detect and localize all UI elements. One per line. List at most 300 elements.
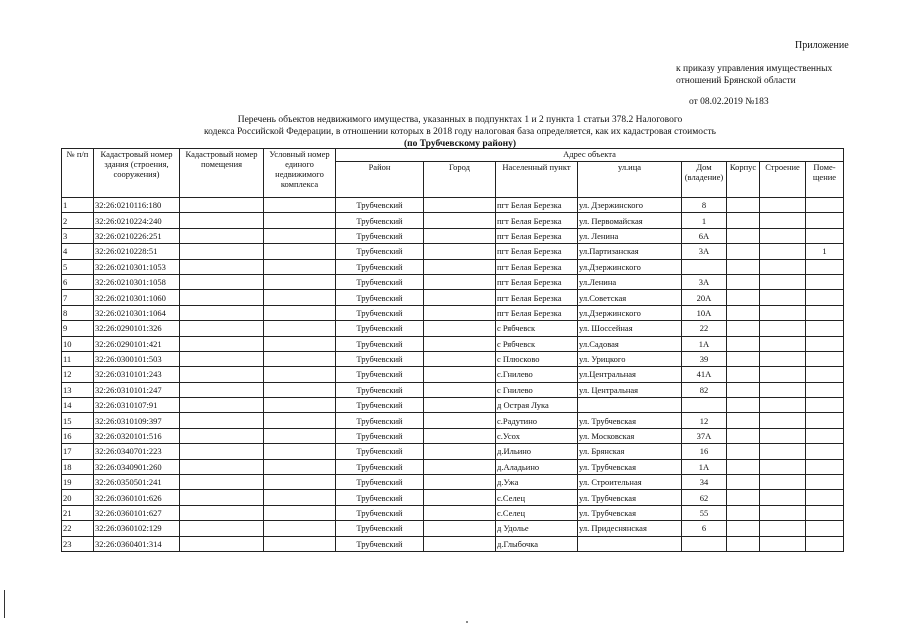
street-cell: ул. Придеснянская (578, 521, 682, 536)
korpus-cell (727, 490, 760, 505)
locality-cell: пгт Белая Березка (496, 259, 578, 274)
korpus-cell (727, 398, 760, 413)
structure-cell (760, 213, 806, 228)
locality-cell: с Рябчевск (496, 321, 578, 336)
table-row (62, 490, 844, 505)
row-number: 4 (62, 244, 94, 259)
city-cell (424, 321, 496, 336)
city-cell (424, 536, 496, 551)
room-cadastral-cell (180, 259, 264, 274)
district-cell: Трубчевский (336, 290, 424, 305)
structure-cell (760, 398, 806, 413)
row-number: 13 (62, 382, 94, 397)
room-cadastral-cell (180, 444, 264, 459)
complex-number-cell (264, 213, 336, 228)
premise-cell (806, 459, 844, 474)
complex-number-cell (264, 490, 336, 505)
district-cell: Трубчевский (336, 505, 424, 520)
header-complex-number: Условный номер единого недвижимого комплекса (264, 149, 336, 198)
house-cell: 39 (682, 351, 727, 366)
premise-cell (806, 398, 844, 413)
city-cell (424, 428, 496, 443)
complex-number-cell (264, 228, 336, 243)
house-cell: 1 (682, 213, 727, 228)
city-cell (424, 228, 496, 243)
table-row (62, 336, 844, 351)
premise-cell (806, 305, 844, 320)
city-cell (424, 382, 496, 397)
district-cell: Трубчевский (336, 244, 424, 259)
complex-number-cell (264, 305, 336, 320)
room-cadastral-cell (180, 505, 264, 520)
house-cell: 20А (682, 290, 727, 305)
structure-cell (760, 382, 806, 397)
building-cadastral-cell: 32:26:0300101:503 (94, 351, 180, 366)
building-cadastral-cell: 32:26:0210301:1060 (94, 290, 180, 305)
korpus-cell (727, 336, 760, 351)
room-cadastral-cell (180, 521, 264, 536)
house-cell: 12 (682, 413, 727, 428)
city-cell (424, 213, 496, 228)
street-cell: ул.Дзержинского (578, 259, 682, 274)
street-cell (578, 536, 682, 551)
header-district: Район (336, 162, 424, 198)
city-cell (424, 336, 496, 351)
street-cell: ул.Советская (578, 290, 682, 305)
building-cadastral-cell: 32:26:0360101:627 (94, 505, 180, 520)
house-cell (682, 536, 727, 551)
room-cadastral-cell (180, 274, 264, 289)
city-cell (424, 274, 496, 289)
structure-cell (760, 521, 806, 536)
house-cell (682, 398, 727, 413)
premise-cell (806, 351, 844, 366)
locality-cell: с Гнилево (496, 382, 578, 397)
row-number: 10 (62, 336, 94, 351)
district-cell: Трубчевский (336, 259, 424, 274)
street-cell: ул. Брянская (578, 444, 682, 459)
header-premise: Поме-щение (806, 162, 844, 198)
district-cell: Трубчевский (336, 228, 424, 243)
premise-cell: 1 (806, 244, 844, 259)
property-table (61, 148, 844, 552)
structure-cell (760, 259, 806, 274)
room-cadastral-cell (180, 198, 264, 213)
complex-number-cell (264, 413, 336, 428)
premise-cell (806, 198, 844, 213)
table-row (62, 274, 844, 289)
street-cell: ул. Трубчевская (578, 490, 682, 505)
complex-number-cell (264, 336, 336, 351)
street-cell: ул.Центральная (578, 367, 682, 382)
korpus-cell (727, 351, 760, 366)
building-cadastral-cell: 32:26:0210226:251 (94, 228, 180, 243)
order-date: от 08.02.2019 №183 (689, 97, 769, 107)
structure-cell (760, 321, 806, 336)
street-cell: ул. Московская (578, 428, 682, 443)
header-structure: Строение (760, 162, 806, 198)
table-row (62, 536, 844, 551)
table-row (62, 398, 844, 413)
building-cadastral-cell: 32:26:0290101:421 (94, 336, 180, 351)
row-number: 3 (62, 228, 94, 243)
street-cell (578, 398, 682, 413)
complex-number-cell (264, 290, 336, 305)
row-number: 23 (62, 536, 94, 551)
table-row (62, 444, 844, 459)
locality-cell: с.Селец (496, 505, 578, 520)
city-cell (424, 459, 496, 474)
room-cadastral-cell (180, 244, 264, 259)
building-cadastral-cell: 32:26:0310109:397 (94, 413, 180, 428)
header-address: Адрес объекта (336, 149, 844, 162)
locality-cell: пгт Белая Березка (496, 228, 578, 243)
table-row (62, 475, 844, 490)
korpus-cell (727, 367, 760, 382)
district-cell: Трубчевский (336, 428, 424, 443)
city-cell (424, 475, 496, 490)
row-number: 7 (62, 290, 94, 305)
complex-number-cell (264, 198, 336, 213)
district-cell: Трубчевский (336, 321, 424, 336)
city-cell (424, 444, 496, 459)
city-cell (424, 290, 496, 305)
locality-cell: с Плюсково (496, 351, 578, 366)
street-cell: ул. Шоссейная (578, 321, 682, 336)
complex-number-cell (264, 274, 336, 289)
locality-cell: д.Аладьино (496, 459, 578, 474)
row-number: 16 (62, 428, 94, 443)
korpus-cell (727, 228, 760, 243)
table-row (62, 521, 844, 536)
locality-cell: с.Усох (496, 428, 578, 443)
building-cadastral-cell: 32:26:0340701:223 (94, 444, 180, 459)
locality-cell: пгт Белая Березка (496, 213, 578, 228)
premise-cell (806, 274, 844, 289)
house-cell (682, 259, 727, 274)
building-cadastral-cell: 32:26:0210228:51 (94, 244, 180, 259)
locality-cell: пгт Белая Березка (496, 198, 578, 213)
district-cell: Трубчевский (336, 444, 424, 459)
room-cadastral-cell (180, 336, 264, 351)
premise-cell (806, 321, 844, 336)
row-number: 8 (62, 305, 94, 320)
header-house: Дом (владение) (682, 162, 727, 198)
premise-cell (806, 444, 844, 459)
locality-cell: д.Глыбочка (496, 536, 578, 551)
complex-number-cell (264, 505, 336, 520)
street-cell: ул. Дзержинского (578, 198, 682, 213)
room-cadastral-cell (180, 321, 264, 336)
room-cadastral-cell (180, 382, 264, 397)
korpus-cell (727, 321, 760, 336)
street-cell: ул. Центральная (578, 382, 682, 397)
street-cell: ул.Партизанская (578, 244, 682, 259)
district-cell: Трубчевский (336, 413, 424, 428)
room-cadastral-cell (180, 475, 264, 490)
table-row (62, 244, 844, 259)
table-row (62, 413, 844, 428)
street-cell: ул.Дзержинского (578, 305, 682, 320)
premise-cell (806, 382, 844, 397)
title-subtitle: (по Трубчевскому району) (403, 139, 517, 149)
korpus-cell (727, 198, 760, 213)
table-row (62, 213, 844, 228)
street-cell: ул. Строительная (578, 475, 682, 490)
premise-cell (806, 505, 844, 520)
korpus-cell (727, 259, 760, 274)
house-cell: 62 (682, 490, 727, 505)
locality-cell: д Острая Лука (496, 398, 578, 413)
district-cell: Трубчевский (336, 398, 424, 413)
locality-cell: пгт Белая Березка (496, 274, 578, 289)
house-cell: 34 (682, 475, 727, 490)
premise-cell (806, 475, 844, 490)
korpus-cell (727, 536, 760, 551)
row-number: 5 (62, 259, 94, 274)
house-cell: 82 (682, 382, 727, 397)
structure-cell (760, 413, 806, 428)
house-cell: 8 (682, 198, 727, 213)
korpus-cell (727, 213, 760, 228)
city-cell (424, 413, 496, 428)
city-cell (424, 305, 496, 320)
appendix-label: Приложение (795, 40, 849, 51)
row-number: 22 (62, 521, 94, 536)
premise-cell (806, 336, 844, 351)
premise-cell (806, 367, 844, 382)
complex-number-cell (264, 521, 336, 536)
complex-number-cell (264, 382, 336, 397)
building-cadastral-cell: 32:26:0350501:241 (94, 475, 180, 490)
street-cell: ул. Трубчевская (578, 459, 682, 474)
structure-cell (760, 505, 806, 520)
room-cadastral-cell (180, 428, 264, 443)
row-number: 19 (62, 475, 94, 490)
premise-cell (806, 428, 844, 443)
complex-number-cell (264, 259, 336, 274)
building-cadastral-cell: 32:26:0360401:314 (94, 536, 180, 551)
house-cell: 6 (682, 521, 727, 536)
building-cadastral-cell: 32:26:0310101:243 (94, 367, 180, 382)
structure-cell (760, 367, 806, 382)
locality-cell: д.Ильино (496, 444, 578, 459)
structure-cell (760, 274, 806, 289)
complex-number-cell (264, 398, 336, 413)
row-number: 14 (62, 398, 94, 413)
korpus-cell (727, 444, 760, 459)
locality-cell: пгт Белая Березка (496, 290, 578, 305)
locality-cell: с.Гнилево (496, 367, 578, 382)
header-city: Город (424, 162, 496, 198)
city-cell (424, 244, 496, 259)
building-cadastral-cell: 32:26:0360101:626 (94, 490, 180, 505)
header-building-cadastral: Кадастровый номер здания (строения, сооружения) (94, 149, 180, 198)
house-cell: 55 (682, 505, 727, 520)
city-cell (424, 505, 496, 520)
building-cadastral-cell: 32:26:0310101:247 (94, 382, 180, 397)
korpus-cell (727, 428, 760, 443)
premise-cell (806, 490, 844, 505)
district-cell: Трубчевский (336, 213, 424, 228)
street-cell: ул. Первомайская (578, 213, 682, 228)
street-cell: ул. Трубчевская (578, 413, 682, 428)
city-cell (424, 367, 496, 382)
structure-cell (760, 244, 806, 259)
house-cell: 3А (682, 274, 727, 289)
building-cadastral-cell: 32:26:0320101:516 (94, 428, 180, 443)
table-row (62, 459, 844, 474)
complex-number-cell (264, 459, 336, 474)
district-cell: Трубчевский (336, 367, 424, 382)
district-cell: Трубчевский (336, 475, 424, 490)
korpus-cell (727, 459, 760, 474)
room-cadastral-cell (180, 398, 264, 413)
room-cadastral-cell (180, 213, 264, 228)
row-number: 17 (62, 444, 94, 459)
house-cell: 37А (682, 428, 727, 443)
row-number: 9 (62, 321, 94, 336)
locality-cell: пгт Белая Березка (496, 305, 578, 320)
table-row (62, 259, 844, 274)
room-cadastral-cell (180, 490, 264, 505)
room-cadastral-cell (180, 413, 264, 428)
district-cell: Трубчевский (336, 336, 424, 351)
order-line-2: отношений Брянской области (676, 76, 796, 86)
complex-number-cell (264, 321, 336, 336)
premise-cell (806, 290, 844, 305)
structure-cell (760, 336, 806, 351)
scan-dot (466, 621, 468, 623)
row-number: 15 (62, 413, 94, 428)
table-row (62, 367, 844, 382)
room-cadastral-cell (180, 351, 264, 366)
premise-cell (806, 536, 844, 551)
title-line-1: Перечень объектов недвижимого имущества, указанных в подпунктах 1 и 2 пункта 1 статьи 378.2 Налогового (237, 115, 683, 125)
city-cell (424, 490, 496, 505)
house-cell: 22 (682, 321, 727, 336)
structure-cell (760, 444, 806, 459)
table-row (62, 305, 844, 320)
document-title (160, 114, 760, 150)
city-cell (424, 198, 496, 213)
row-number: 11 (62, 351, 94, 366)
korpus-cell (727, 475, 760, 490)
building-cadastral-cell: 32:26:0210116:180 (94, 198, 180, 213)
premise-cell (806, 228, 844, 243)
street-cell: ул. Трубчевская (578, 505, 682, 520)
premise-cell (806, 213, 844, 228)
table-row (62, 382, 844, 397)
premise-cell (806, 521, 844, 536)
district-cell: Трубчевский (336, 305, 424, 320)
room-cadastral-cell (180, 290, 264, 305)
row-number: 21 (62, 505, 94, 520)
complex-number-cell (264, 444, 336, 459)
title-line-2: кодекса Российской Федерации, в отношении которых в 2018 году налоговая база определяется, как их кадастровая стоимость (204, 127, 716, 137)
korpus-cell (727, 290, 760, 305)
structure-cell (760, 475, 806, 490)
building-cadastral-cell: 32:26:0340901:260 (94, 459, 180, 474)
scan-edge-mark (4, 590, 5, 618)
table-row (62, 428, 844, 443)
district-cell: Трубчевский (336, 198, 424, 213)
district-cell: Трубчевский (336, 351, 424, 366)
row-number: 2 (62, 213, 94, 228)
house-cell: 1А (682, 336, 727, 351)
table-row (62, 290, 844, 305)
table-body (62, 198, 844, 552)
building-cadastral-cell: 32:26:0360102:129 (94, 521, 180, 536)
house-cell: 41А (682, 367, 727, 382)
locality-cell: с.Радутино (496, 413, 578, 428)
header-locality: Населенный пункт (496, 162, 578, 198)
locality-cell: пгт Белая Березка (496, 244, 578, 259)
korpus-cell (727, 305, 760, 320)
row-number: 1 (62, 198, 94, 213)
row-number: 6 (62, 274, 94, 289)
district-cell: Трубчевский (336, 521, 424, 536)
structure-cell (760, 536, 806, 551)
complex-number-cell (264, 367, 336, 382)
row-number: 20 (62, 490, 94, 505)
district-cell: Трубчевский (336, 382, 424, 397)
locality-cell: с Рябчевск (496, 336, 578, 351)
complex-number-cell (264, 536, 336, 551)
street-cell: ул. Ленина (578, 228, 682, 243)
structure-cell (760, 290, 806, 305)
building-cadastral-cell: 32:26:0210301:1053 (94, 259, 180, 274)
structure-cell (760, 198, 806, 213)
korpus-cell (727, 521, 760, 536)
header-row-1 (62, 149, 844, 162)
row-number: 12 (62, 367, 94, 382)
district-cell: Трубчевский (336, 459, 424, 474)
locality-cell: с.Селец (496, 490, 578, 505)
room-cadastral-cell (180, 305, 264, 320)
complex-number-cell (264, 475, 336, 490)
korpus-cell (727, 382, 760, 397)
header-room-cadastral: Кадастровый номер помещения (180, 149, 264, 198)
table-row (62, 198, 844, 213)
table-row (62, 321, 844, 336)
house-cell: 1А (682, 459, 727, 474)
city-cell (424, 521, 496, 536)
house-cell: 3А (682, 244, 727, 259)
district-cell: Трубчевский (336, 274, 424, 289)
structure-cell (760, 428, 806, 443)
premise-cell (806, 259, 844, 274)
locality-cell: д Удолье (496, 521, 578, 536)
room-cadastral-cell (180, 459, 264, 474)
complex-number-cell (264, 428, 336, 443)
korpus-cell (727, 413, 760, 428)
district-cell: Трубчевский (336, 490, 424, 505)
table-row (62, 228, 844, 243)
row-number: 18 (62, 459, 94, 474)
street-cell: ул.Садовая (578, 336, 682, 351)
structure-cell (760, 351, 806, 366)
korpus-cell (727, 274, 760, 289)
house-cell: 6А (682, 228, 727, 243)
house-cell: 10А (682, 305, 727, 320)
city-cell (424, 398, 496, 413)
header-num: № п/п (62, 149, 94, 198)
structure-cell (760, 490, 806, 505)
house-cell: 16 (682, 444, 727, 459)
order-line-1: к приказу управления имущественных (676, 64, 833, 74)
building-cadastral-cell: 32:26:0310107:91 (94, 398, 180, 413)
